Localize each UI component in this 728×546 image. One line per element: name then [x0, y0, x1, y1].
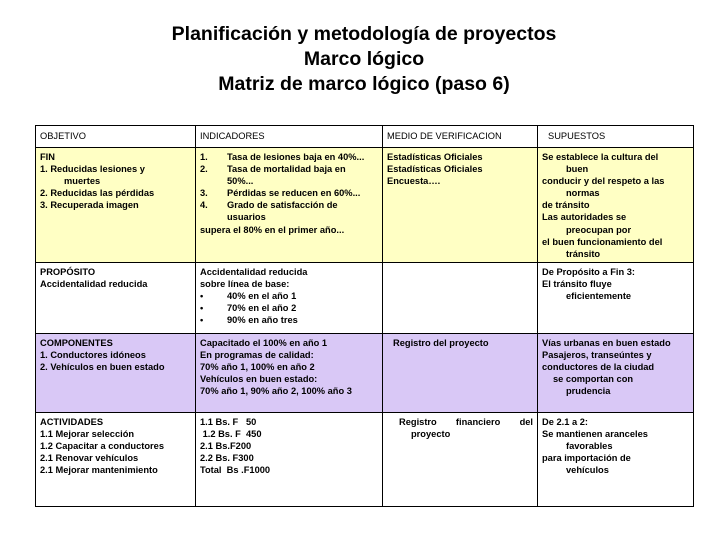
medio-word: financiero [455, 416, 501, 427]
title-block [0, 22, 728, 97]
page-title: Planificación y metodología de proyectos [171, 23, 557, 45]
actividades-supuestos [538, 412, 694, 506]
fin-objetivo [36, 148, 196, 263]
proposito-supuesto-line: De Propósito a Fin 3: [542, 266, 635, 277]
componentes-indicator-line: Vehículos en buen estado: [200, 374, 318, 385]
bullet-text: 70% en el año 2 [227, 303, 297, 314]
actividades-supuesto-line: favorables [566, 441, 613, 452]
proposito-objetivo [36, 262, 196, 333]
proposito-supuesto-line: eficientemente [566, 291, 632, 302]
bullet-text: 40% en el año 1 [227, 291, 297, 302]
header-row [36, 126, 694, 148]
componentes-supuestos [538, 333, 694, 412]
componentes-indicator-line: 70% año 1, 100% en año 2 [200, 362, 315, 373]
indicator-text: 50%... [227, 176, 254, 187]
proposito-bullet [200, 290, 378, 302]
logical-framework-matrix [35, 125, 694, 507]
fin-medio-line: Estadísticas Oficiales [387, 152, 483, 162]
fin-item-cont: muertes [64, 176, 101, 187]
componentes-supuesto-line: Vías urbanas en buen estado [542, 337, 671, 348]
actividades-indicator-line: 2.1 Bs.F200 [200, 441, 252, 452]
proposito-indicator-line: Accidentalidad reducida [200, 266, 308, 277]
fin-supuesto-line: normas [566, 188, 600, 199]
bullet-icon: • [200, 303, 204, 314]
header-supuestos-label: SUPUESTOS [548, 131, 606, 142]
componentes-indicator-line: Capacitado el 100% en año 1 [200, 337, 328, 348]
fin-indicator [200, 199, 378, 211]
componentes-indicator-line: En programas de calidad: [200, 349, 314, 360]
header-indicadores: INDICADORES [196, 126, 383, 148]
actividades-item: 1.2 Capacitar a conductores [40, 441, 165, 452]
indicator-number: 3. [200, 188, 208, 199]
proposito-bullet [200, 314, 378, 326]
fin-indicator [200, 151, 378, 163]
indicator-number: 2. [200, 164, 208, 175]
actividades-indicadores [196, 412, 383, 506]
fin-item: 3. Recuperada imagen [40, 200, 139, 211]
actividades-item: 2.1 Renovar vehículos [40, 453, 139, 464]
proposito-indicator-line: sobre línea de base: [200, 278, 290, 289]
proposito-item: Accidentalidad reducida [40, 278, 148, 289]
indicator-text: Tasa de lesiones baja en 40%... [227, 152, 365, 162]
fin-item: 1. Reducidas lesiones y [40, 164, 145, 175]
medio-word: del [519, 416, 533, 427]
componentes-item: 1. Conductores idóneos [40, 349, 146, 360]
actividades-indicator-line: Total Bs .F1000 [200, 465, 271, 476]
fin-supuesto-line: buen [566, 164, 589, 175]
componentes-medio-line: Registro del proyecto [393, 337, 489, 348]
actividades-supuesto-line: para importación de [542, 453, 631, 464]
header-medio: MEDIO DE VERIFICACION [383, 126, 538, 148]
fin-supuesto-line: conducir y del respeto a las [542, 176, 665, 187]
fin-item: 2. Reducidas las pérdidas [40, 188, 155, 199]
row-componentes [36, 333, 694, 412]
indicator-text: Tasa de mortalidad baja en [227, 164, 346, 175]
componentes-indicadores [196, 333, 383, 412]
componentes-supuesto-line: prudencia [566, 386, 611, 397]
fin-indicator [200, 175, 378, 187]
actividades-medio-line [387, 416, 533, 428]
actividades-label: ACTIVIDADES [40, 416, 104, 427]
componentes-supuesto-line: Pasajeros, transeúntes y [542, 349, 652, 360]
componentes-label: COMPONENTES [40, 337, 113, 348]
actividades-supuesto-line: vehículos [566, 465, 609, 476]
componentes-objetivo [36, 333, 196, 412]
page-subtitle: Marco lógico [303, 48, 425, 70]
fin-indicator-tail: supera el 80% en el primer año... [200, 224, 345, 235]
fin-supuesto-line: el buen funcionamiento del [542, 236, 663, 247]
proposito-label: PROPÓSITO [40, 266, 96, 277]
medio-word: Registro [399, 416, 437, 427]
indicator-text: Pérdidas se reducen en 60%... [227, 188, 361, 199]
componentes-medio [383, 333, 538, 412]
componentes-indicator-line: 70% año 1, 90% año 2, 100% año 3 [200, 386, 352, 397]
fin-supuesto-line: tránsito [566, 248, 601, 259]
fin-supuesto-line: Las autoridades se [542, 212, 627, 223]
fin-label: FIN [40, 152, 55, 162]
proposito-supuestos [538, 262, 694, 333]
fin-supuesto-line: preocupan por [566, 224, 632, 235]
fin-supuesto-line: Se establece la cultura del [542, 152, 659, 162]
fin-medio-line: Encuesta…. [387, 176, 441, 187]
actividades-indicator-line: 1.1 Bs. F 50 [200, 416, 257, 427]
indicator-text: usuarios [227, 212, 266, 223]
header-supuestos [538, 126, 694, 148]
fin-medio [383, 148, 538, 263]
row-actividades [36, 412, 694, 506]
actividades-indicator-line: 1.2 Bs. F 450 [200, 428, 262, 439]
proposito-bullet [200, 302, 378, 314]
indicator-number: 1. [200, 152, 208, 162]
actividades-objetivo [36, 412, 196, 506]
componentes-supuesto-line: se comportan con [553, 374, 634, 385]
actividades-medio-line: proyecto [411, 428, 451, 439]
actividades-indicator-line: 2.2 Bs. F300 [200, 453, 254, 464]
actividades-item: 2.1 Mejorar mantenimiento [40, 465, 158, 476]
actividades-item: 1.1 Mejorar selección [40, 428, 135, 439]
componentes-item: 2. Vehículos en buen estado [40, 362, 165, 373]
proposito-indicadores [196, 262, 383, 333]
componentes-supuesto-line: conductores de la ciudad [542, 362, 655, 373]
fin-supuesto-line: de tránsito [542, 200, 590, 211]
fin-indicator [200, 187, 378, 199]
fin-supuestos [538, 148, 694, 263]
indicator-number: 4. [200, 200, 208, 211]
bullet-icon: • [200, 315, 204, 326]
header-objetivo: OBJETIVO [36, 126, 196, 148]
fin-indicadores [196, 148, 383, 263]
actividades-medio [383, 412, 538, 506]
indicator-text: Grado de satisfacción de [227, 200, 338, 211]
fin-indicator [200, 163, 378, 175]
row-proposito [36, 262, 694, 333]
proposito-supuesto-line: El tránsito fluye [542, 278, 612, 289]
page-subtitle-step: Matriz de marco lógico (paso 6) [218, 73, 510, 95]
proposito-medio [383, 262, 538, 333]
row-fin [36, 148, 694, 263]
bullet-text: 90% en año tres [227, 315, 298, 326]
fin-medio-line: Estadísticas Oficiales [387, 164, 483, 175]
actividades-supuesto-line: Se mantienen aranceles [542, 428, 648, 439]
bullet-icon: • [200, 291, 204, 302]
fin-indicator [200, 211, 378, 223]
actividades-supuesto-line: De 2.1 a 2: [542, 416, 588, 427]
